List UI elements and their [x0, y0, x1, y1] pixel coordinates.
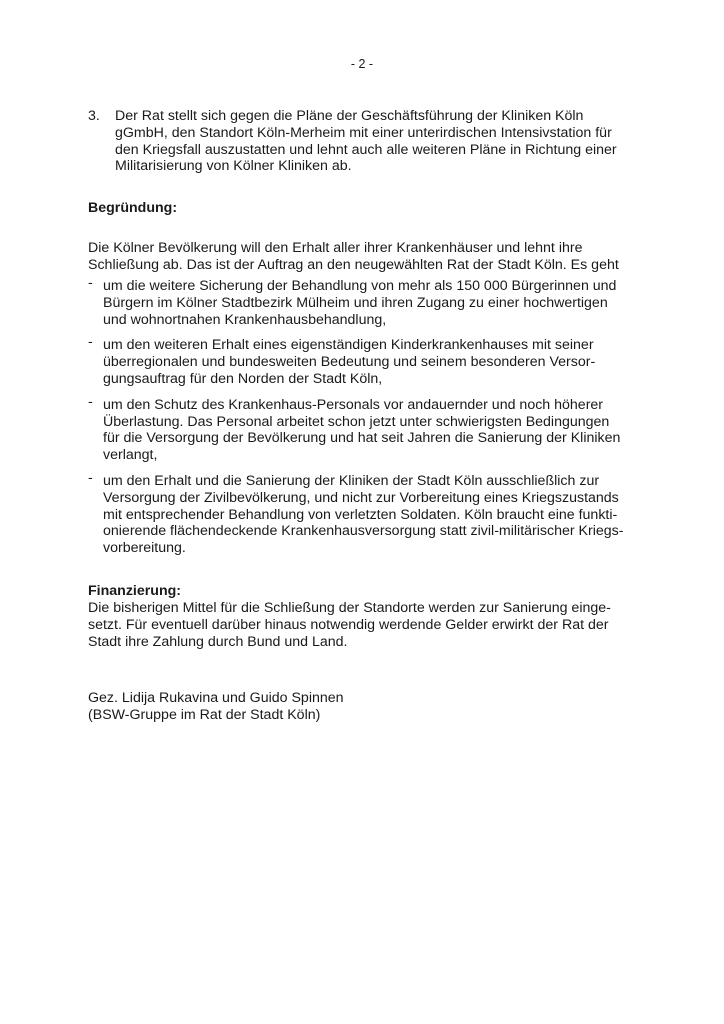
text-line: um die weitere Sicherung der Behandlung von mehr als 150 000 Bürgerinnen und: [103, 278, 617, 294]
list-item: [88, 469, 648, 557]
text-line: um den weiteren Erhalt eines eigenständigen Kinderkrankenhauses mit seiner: [103, 337, 594, 354]
list-item: [88, 275, 648, 328]
text-line: Versorgung der Zivilbevölkerung, und nicht zur Vorbereitung eines Kriegszustands: [103, 489, 619, 506]
section-heading-finanzierung: Finanzierung:: [88, 583, 182, 599]
list-item: [88, 393, 648, 464]
signature-block: [88, 690, 648, 724]
finanzierung-text: [88, 600, 648, 650]
text-line: Stadt ihre Zahlung durch Bund und Land.: [88, 633, 348, 650]
text-line: Bürgern im Kölner Stadtbezirk Mülheim und ihren Zugang zu einer hochwertigen: [103, 294, 608, 311]
signatory-group: (BSW-Gruppe im Rat der Stadt Köln): [88, 706, 321, 723]
item-text: [115, 108, 648, 175]
text-line: und wohnortnahen Krankenhausbehandlung,: [103, 311, 387, 328]
page-number: - 2 -: [350, 57, 374, 71]
text-line: gungsauftrag für den Norden der Stadt Köln,: [103, 370, 383, 387]
text-line: um den Erhalt und die Sanierung der Kliniken der Stadt Köln ausschließlich zur: [103, 472, 600, 489]
text-line: mit entsprechender Behandlung von verletzten Soldaten. Köln braucht eine funkti-: [103, 506, 618, 523]
begruendung-intro: [88, 240, 648, 274]
list-item: [88, 334, 648, 387]
item-number: 3.: [88, 108, 100, 124]
text-line: verlangt,: [103, 447, 158, 464]
begruendung-bullet-list: [88, 275, 648, 566]
text-line: Militarisierung von Kölner Kliniken ab.: [115, 158, 352, 175]
text-line: setzt. Für eventuell darüber hinaus notwendig werdende Gelder erwirkt der Rat der: [88, 616, 609, 633]
text-line: überregionalen und bundesweiten Bedeutung und seinem besonderen Versor-: [103, 354, 596, 371]
bullet-dash-icon: -: [88, 393, 93, 410]
text-line: den Kriegsfall auszustatten und lehnt auch alle weiteren Pläne in Richtung einer: [115, 141, 617, 158]
signatories: Gez. Lidija Rukavina und Guido Spinnen: [88, 690, 344, 706]
bullet-dash-icon: -: [88, 334, 93, 351]
text-line: Der Rat stellt sich gegen die Pläne der Geschäftsführung der Kliniken Köln: [115, 108, 584, 124]
bullet-dash-icon: -: [88, 275, 93, 291]
text-line: onierende flächendeckende Krankenhausversorgung statt zivil-militärischer Kriegs-: [103, 523, 624, 540]
text-line: gGmbH, den Standort Köln-Merheim mit einer unterirdischen Intensivstation für: [115, 124, 612, 141]
text-line: um den Schutz des Krankenhaus-Personals vor andauernder und noch höherer: [103, 396, 604, 413]
resolution-item-3: [88, 108, 648, 175]
text-line: Die bisherigen Mittel für die Schließung der Standorte werden zur Sanierung einge-: [88, 600, 611, 616]
section-heading-begruendung: Begründung:: [88, 200, 178, 216]
text-line: für die Versorgung der Bevölkerung und hat seit Jahren die Sanierung der Kliniken: [103, 430, 621, 447]
text-line: Die Kölner Bevölkerung will den Erhalt aller ihrer Krankenhäuser und lehnt ihre: [88, 240, 583, 256]
text-line: Schließung ab. Das ist der Auftrag an den neugewählten Rat der Stadt Köln. Es geht: [88, 256, 619, 273]
text-line: Überlastung. Das Personal arbeitet schon jetzt unter schwierigsten Bedingungen: [103, 413, 610, 430]
bullet-dash-icon: -: [88, 469, 93, 486]
text-line: vorbereitung.: [103, 540, 186, 557]
